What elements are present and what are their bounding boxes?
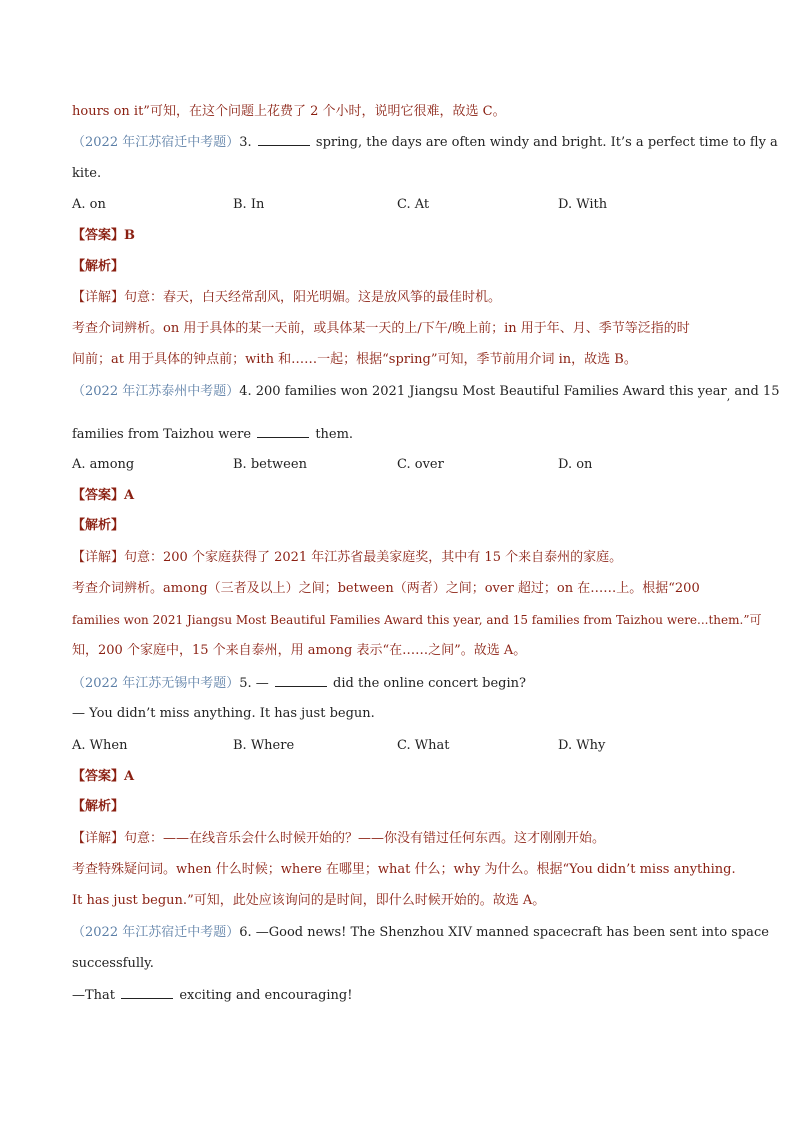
detail-explanation: 【详解】句意：——在线音乐会什么时候开始的？——你没有错过任何东西。这才刚刚开始。	[72, 831, 606, 846]
option-d: D. Why	[558, 738, 606, 753]
explanation-line: 考查特殊疑问词。when 什么时候；where 在哪里；what 什么；why 为什么。根据“You didn’t miss anything.	[72, 862, 736, 877]
explanation-line: 间前；at 用于具体的钟点前；with 和……一起；根据“spring”可知，季节前用介词 in，故选 B。	[72, 352, 637, 367]
question-source: （2022 年江苏泰州中考题）	[72, 384, 240, 399]
question-5-reply: — You didn’t miss anything. It has just begun.	[72, 706, 375, 721]
option-c: C. over	[397, 457, 444, 472]
question-5-stem: （2022 年江苏无锡中考题）5. — did the online concert begin?	[72, 676, 526, 691]
question-4-stem: （2022 年江苏泰州中考题）4. 200 families won 2021 Jiangsu Most Beautiful Families Award this year$_,$ and 15	[72, 384, 780, 403]
option-b: B. In	[233, 197, 265, 212]
question-4-stem-cont: families from Taizhou were them.	[72, 427, 354, 442]
question-3-stem: （2022 年江苏宿迁中考题）3. spring, the days are often windy and bright. It’s a perfect time to fly a	[72, 135, 778, 150]
answer-blank	[258, 134, 310, 146]
question-6-stem-cont: successfully.	[72, 956, 154, 971]
analysis-label: 【解析】	[72, 799, 125, 814]
option-a: A. When	[72, 738, 128, 753]
answer-blank	[275, 675, 327, 687]
question-6-stem: （2022 年江苏宿迁中考题）6. —Good news! The Shenzhou XIV manned spacecraft has been sent into space	[72, 925, 769, 940]
analysis-label: 【解析】	[72, 259, 125, 274]
explanation-line: families won 2021 Jiangsu Most Beautiful Families Award this year, and 15 families from Taizhou were...them.”可	[72, 613, 762, 627]
explanation-line: 知，200 个家庭中，15 个来自泰州，用 among 表示“在……之间”。故选 A。	[72, 643, 527, 658]
answer-label: 【答案】A	[72, 769, 135, 784]
question-source: （2022 年江苏宿迁中考题）	[72, 135, 240, 150]
explanation-line: 考查介词辨析。on 用于具体的某一天前，或具体某一天的上/下午/晚上前；in 用于年、月、季节等泛指的时	[72, 321, 690, 336]
question-3-stem-cont: kite.	[72, 166, 102, 181]
explanation-line: 考查介词辨析。among（三者及以上）之间；between（两者）之间；over 超过；on 在……上。根据“200	[72, 581, 700, 596]
option-a: A. among	[72, 457, 135, 472]
analysis-label: 【解析】	[72, 518, 125, 533]
answer-blank	[257, 426, 309, 438]
question-source: （2022 年江苏无锡中考题）	[72, 676, 240, 691]
option-d: D. With	[558, 197, 608, 212]
question-6-reply: —That exciting and encouraging!	[72, 988, 353, 1003]
option-c: C. What	[397, 738, 450, 753]
detail-explanation: 【详解】句意：春天，白天经常刮风，阳光明媚。这是放风筝的最佳时机。	[72, 290, 502, 305]
option-b: B. between	[233, 457, 307, 472]
answer-label: 【答案】B	[72, 228, 135, 243]
option-b: B. Where	[233, 738, 295, 753]
explanation-line: It has just begun.”可知，此处应该询问的是时间，即什么时候开始的。故选 A。	[72, 893, 546, 908]
answer-blank	[121, 987, 173, 999]
text-line: hours on it”可知，在这个问题上花费了 2 个小时，说明它很难，故选 C。	[72, 104, 506, 119]
option-a: A. on	[72, 197, 106, 212]
option-d: D. on	[558, 457, 593, 472]
detail-explanation: 【详解】句意：200 个家庭获得了 2021 年江苏省最美家庭奖，其中有 15 个来自泰州的家庭。	[72, 550, 623, 565]
question-source: （2022 年江苏宿迁中考题）	[72, 925, 240, 940]
option-c: C. At	[397, 197, 430, 212]
answer-label: 【答案】A	[72, 488, 135, 503]
